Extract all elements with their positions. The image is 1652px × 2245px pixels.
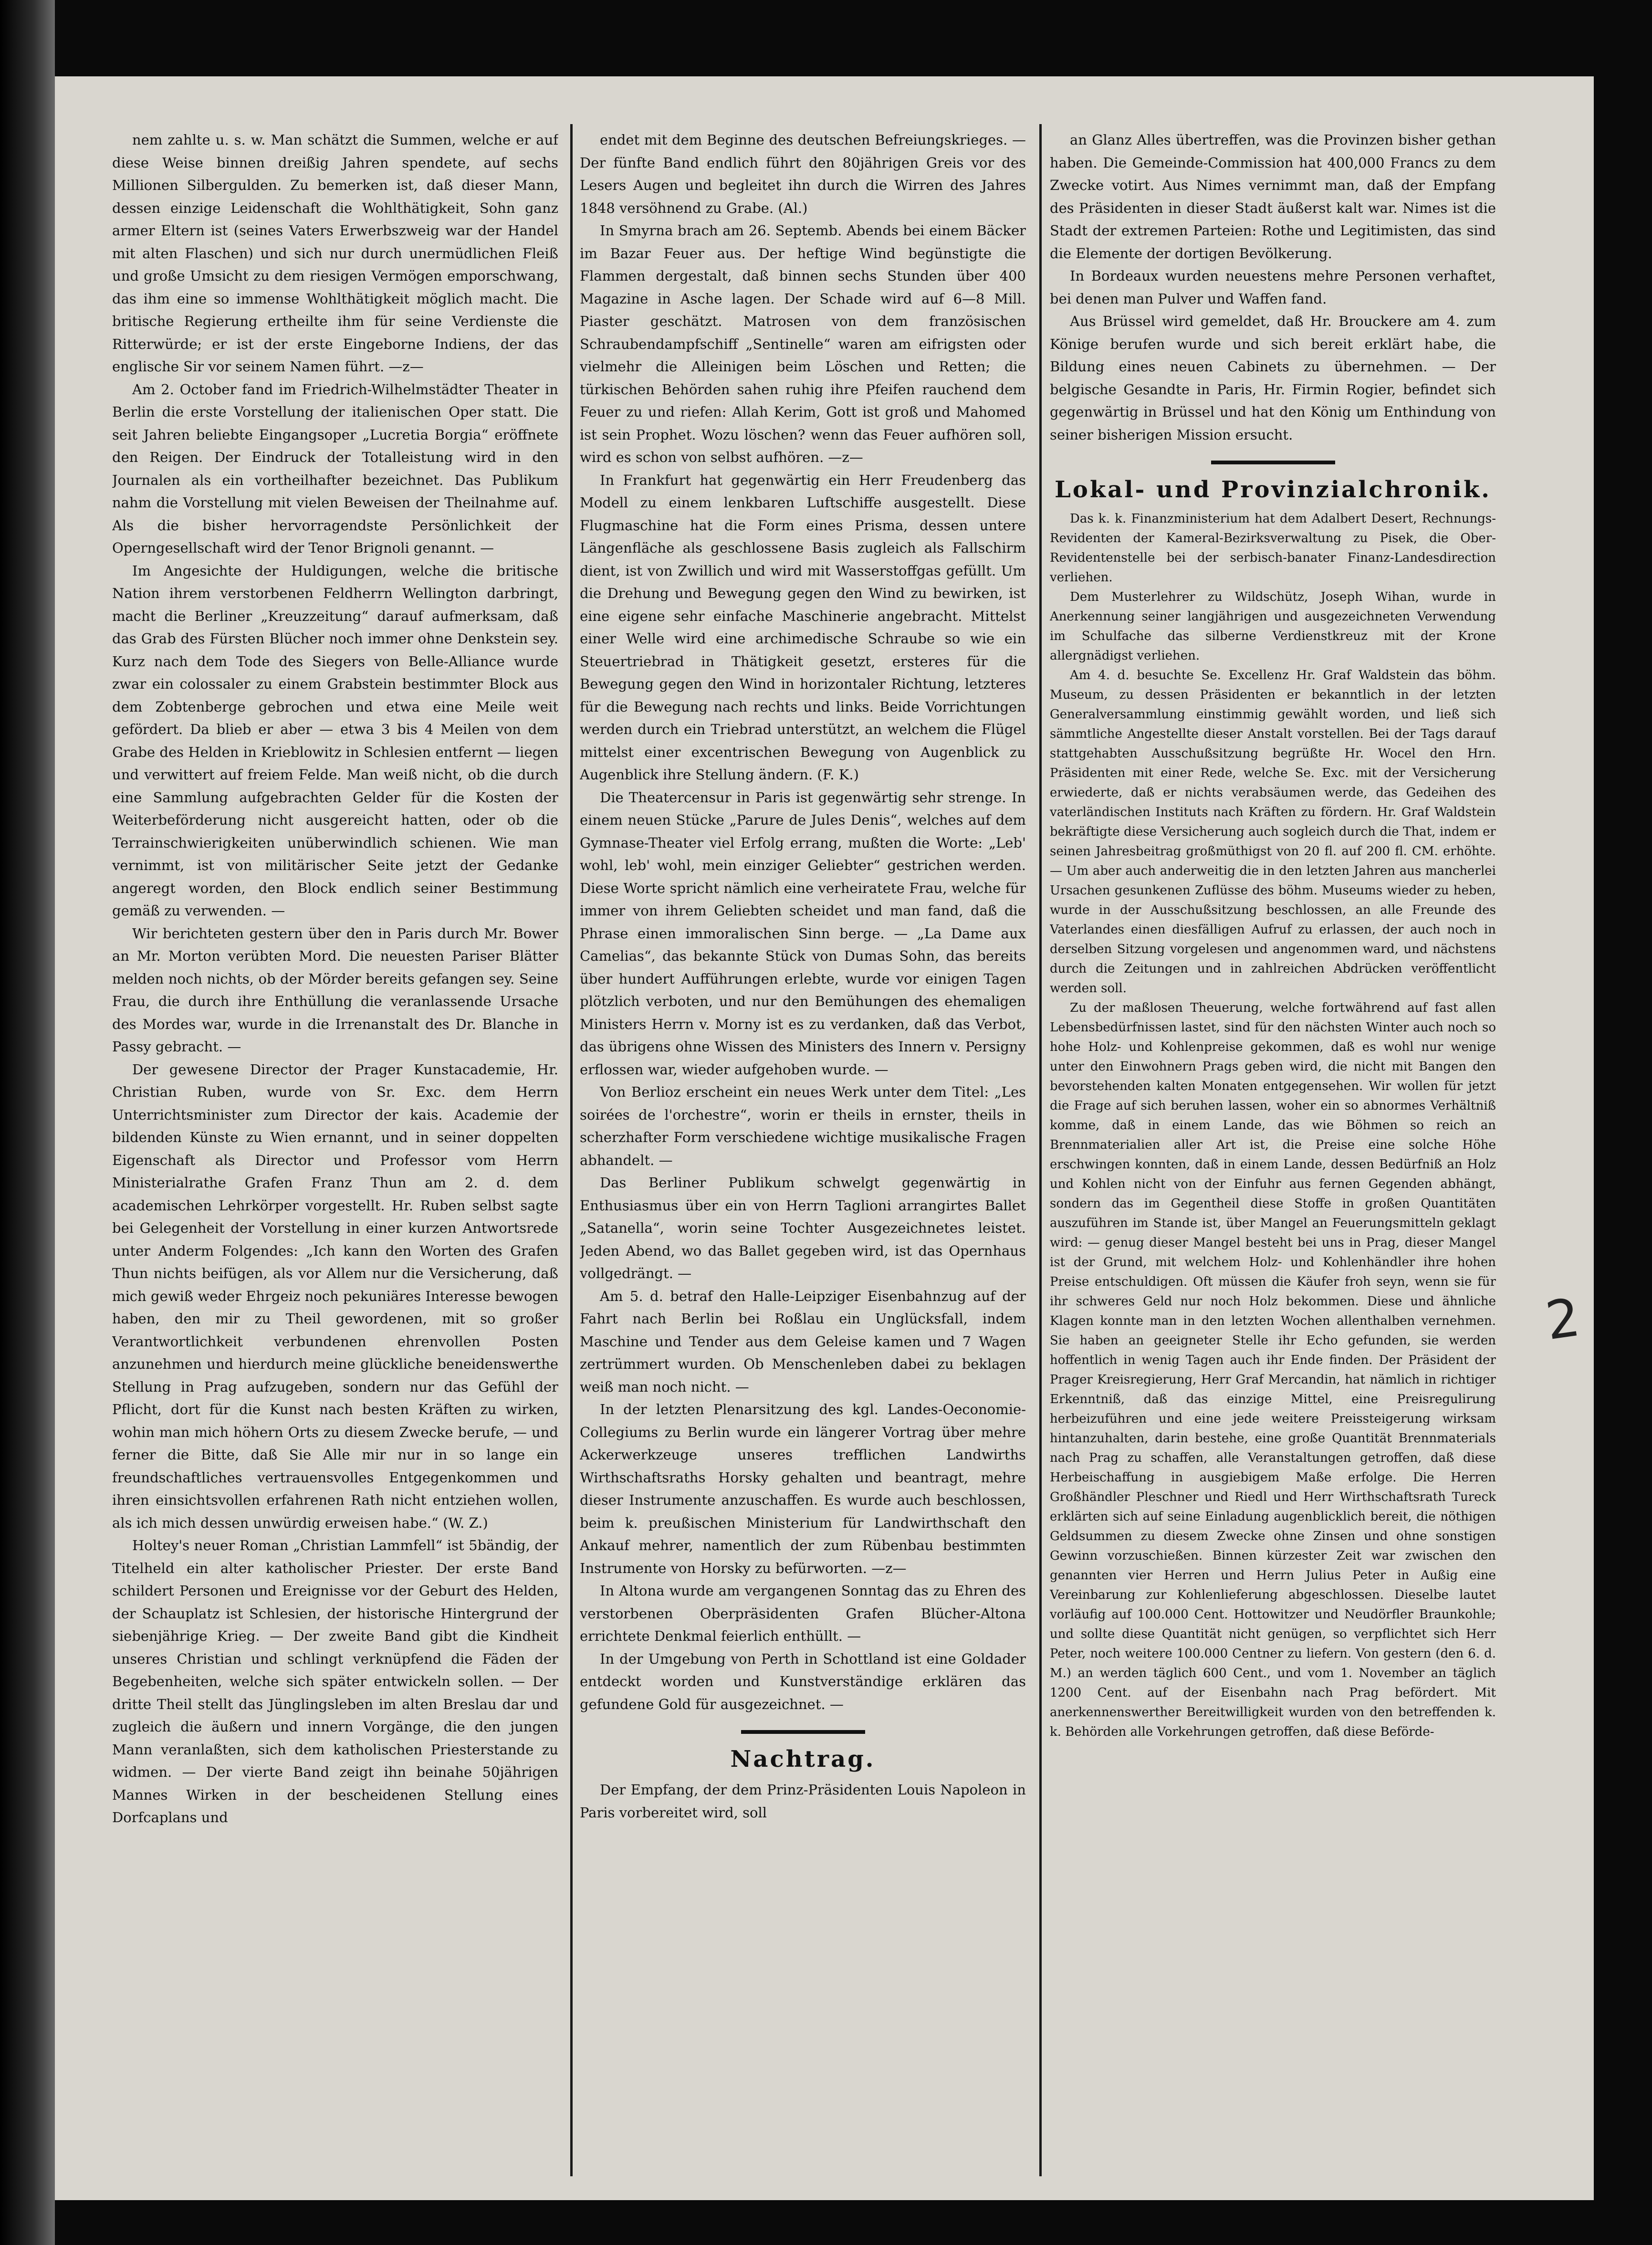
article-paragraph: Das Berliner Publikum schwelgt gegenwärtig in Enthusiasmus über ein von Herrn Taglioni arrangirtes Ballet „Satanella“, worin seine Tochter Ausgezeichnetes leistet. Jeden Abend, wo das Ballet gegeben wird, ist das Opernhaus vollgedrängt. — [580,1175,1026,1281]
article-paragraph: Aus Brüssel wird gemeldet, daß Hr. Brouckere am 4. zum Könige berufen wurde und sich bereit erklärt habe, die Bildung eines neuen Cabinets zu übernehmen. — Der belgische Gesandte in Paris, Hr. Firmin Rogier, befindet sich gegenwärtig in Brüssel und hat den König um Enthindung von seiner bisherigen Mission ersucht. [1050,313,1496,443]
article-paragraph: In der letzten Plenarsitzung des kgl. Landes-Oeconomie-Collegiums zu Berlin wurde ein längerer Vortrag über mehre Ackerwerkzeuge unseres trefflichen Landwirths Wirthschaftsraths Horsky gehalten und beantragt, mehre dieser Instrumente anzuschaffen. Es wurde auch beschlossen, beim k. preußischen Ministerium für Landwirthschaft den Ankauf mehrer, namentlich der zum Rübenbau bestimmten Instrumente von Horsky zu befürworten. —z— [580,1401,1026,1576]
article-paragraph: Der Empfang, der dem Prinz-Präsidenten Louis Napoleon in Paris vorbereitet wird, soll [580,1782,1026,1821]
section-divider [741,1730,865,1734]
article-paragraph: Am 2. October fand im Friedrich-Wilhelmstädter Theater in Berlin die erste Vorstellung der italienischen Oper statt. Die seit Jahren beliebte Eingangsoper „Lucretia Borgia“ eröffnete den Reigen. Der Eindruck der Totalleistung wird in den Journalen als ein vortheilhafter bezeichnet. Das Publikum nahm die Vorstellung mit vielen Beweisen der Theilnahme auf. Als die bisher hervorragendste Persönlichkeit der Operngesellschaft wird der Tenor Brignoli genannt. — [112,381,558,556]
article-paragraph: Im Angesichte der Huldigungen, welche die britische Nation ihrem verstorbenen Feldherrn Wellington darbringt, macht die Berliner „Kreuzzeitung“ darauf aufmerksam, daß das Grab des Fürsten Blücher noch immer ohne Denkstein sey. Kurz nach dem Tode des Siegers von Belle-Alliance wurde zwar ein colossaler zu einem Grabstein bestimmter Block aus dem Zobtenberge gebrochen und etwa eine Meile weit gefördert. Da blieb er aber — etwa 3 bis 4 Meilen von dem Grabe des Helden in Krieblowitz in Schlesien entfernt — liegen und verwittert auf freiem Felde. Man weiß nicht, ob die durch eine Sammlung aufgebrachten Gelder für die Kosten der Weiterbeförderung nicht ausgereicht hatten, oder ob die Terrainschwierigkeiten unüberwindlich schienen. Wie man vernimmt, ist von militärischer Seite jetzt der Gedanke angeregt worden, den Block endlich seiner Bestimmung gemäß zu verwenden. — [112,562,558,919]
article-paragraph: Das k. k. Finanzministerium hat dem Adalbert Desert, Rechnungs-Revidenten der Kameral-Bezirksverwaltung zu Pisek, die Ober-Revidentenstelle bei der serbisch-banater Finanz-Landesdirection verliehen. [1050,512,1496,585]
article-paragraph: Zu der maßlosen Theuerung, welche fortwährend auf fast allen Lebensbedürfnissen lastet, sind für den nächsten Winter auch noch so hohe Holz- und Kohlenpreise gekommen, daß es wohl nur wenige unter den Einwohnern Prags geben wird, die nicht mit Bangen den bevorstehenden kalten Monaten entgegensehen. Wir wollen für jetzt die Frage auf sich beruhen lassen, woher ein so abnormes Verhältniß komme, daß in einem Lande, das wie Böhmen so reich an Brennmaterialien aller Art ist, die Preise eine solche Höhe erschwingen konnten, daß in einem Lande, dessen Bedürfniß an Holz und Kohlen nicht von der Einfuhr aus fernen Gegenden abhängt, sondern das im Gegentheil diese Stoffe in großen Quantitäten auszuführen im Stande ist, über Mangel an Feuerungsmitteln geklagt wird: — genug dieser Mangel besteht bei uns in Prag, dieser Mangel ist der Grund, mit welchem Holz- und Kohlenhändler ihre hohen Preise entschuldigen. Oft müssen die Käufer froh seyn, wenn sie für ihr schweres Geld nur noch Holz bekommen. Diese und ähnliche Klagen konnte man in den letzten Wochen allenthalben vernehmen. Sie haben an geeigneter Stelle ihr Echo gefunden, sie werden hoffentlich in wenig Tagen auch ihr Ende finden. Der Präsident der Prager Kreisregierung, Herr Graf Mercandin, hat nämlich in richtiger Erkenntniß, daß das einzige Mittel, eine Preisregulirung herbeizuführen und eine jede weitere Preissteigerung wirksam hintanzuhalten, darin bestehe, eine große Quantität Brennmaterials nach Prag zu schaffen, alle Veranstaltungen getroffen, daß diese Herbeischaffung in ausgiebigem Maße erfolge. Die Herren Großhändler Pleschner und Riedl und Herr Wirthschaftsrath Tureck erklärten sich auf seine Einladung augenblicklich bereit, die nöthigen Geldsummen zu diesem Zwecke ohne Zinsen und ohne sonstigen Gewinn vorzuschießen. Binnen kürzester Zeit war zwischen den genannten vier Herren und Herrn Julius Peter in Außig eine Vereinbarung zur Kohlenlieferung abgeschlossen. Dieselbe lautet vorläufig auf 100.000 Cent. Hottowitzer und Neudörfler Braunkohle; und sollte diese Quantität nicht genügen, so verpflichtet sich Herr Peter, noch weitere 100.000 Centner zu liefern. Von gestern (den 6. d. M.) an werden täglich 600 Cent., und vom 1. November an täglich 1200 Cent. auf der Eisenbahn nach Prag befördert. Mit anerkennenswerther Bereitwilligkeit wurden von den betreffenden k. k. Behörden alle Vorkehrungen getroffen, daß diese Beförde- [1050,1001,1496,1739]
article-paragraph: In Bordeaux wurden neuestens mehre Personen verhaftet, bei denen man Pulver und Waffen fand. [1050,268,1496,307]
article-paragraph: Wir berichteten gestern über den in Paris durch Mr. Bower an Mr. Morton verübten Mord. Die neuesten Pariser Blätter melden noch nichts, ob der Mörder bereits gefangen sey. Seine Frau, die durch ihre Enthüllung die veranlassende Ursache des Mordes war, wurde in die Irrenanstalt des Dr. Blanche in Passy gebracht. — [112,925,558,1055]
article-paragraph: Holtey's neuer Roman „Christian Lammfell“ ist 5bändig, der Titelheld ein alter katholischer Priester. Der erste Band schildert Personen und Ereignisse vor der Geburt des Helden, der Schauplatz ist Schlesien, der historische Hintergrund der siebenjährige Krieg. — Der zweite Band gibt die Kindheit unseres Christian und schlingt verknüpfend die Fäden der Begebenheiten, welche sich später entwickeln sollen. — Der dritte Theil stellt das Jünglingsleben im alten Breslau dar und zugleich die äußern und innern Vorgänge, die den jungen Mann veranlaßten, sich dem katholischen Priesterstande zu widmen. — Der vierte Band zeigt ihn beinahe 50jährigen Mannes Wirken in der bescheidenen Stellung eines Dorfcaplans und [112,1537,558,1825]
nachtrag-heading: Nachtrag. [730,1746,876,1773]
section-divider [1211,461,1335,464]
column-2 [580,129,1026,2172]
article-paragraph: In Frankfurt hat gegenwärtig ein Herr Freudenberg das Modell zu einem lenkbaren Luftschiffe ausgestellt. Diese Flugmaschine hat die Form eines Prisma, dessen untere Längenfläche als geschlossene Basis zugleich als Fallschirm dient, ist von Zwillich und wird mit Wasserstoffgas gefüllt. Um die Drehung und Bewegung gegen den Wind zu bewirken, ist eine eigene sehr einfache Maschinerie angebracht. Mittelst einer Welle wird eine archimedische Schraube so wie ein Steuertriebrad in Thätigkeit gesetzt, ersteres für die Bewegung gegen den Wind in horizontaler Richtung, letzteres für die Bewegung nach rechts und links. Beide Vorrichtungen werden durch ein Triebrad unterstützt, an welchem die Flügel mittelst einer excentrischen Bewegung von Augenblick zu Augenblick ihre Stellung ändern. (F. K.) [580,472,1026,783]
article-paragraph: Der gewesene Director der Prager Kunstacademie, Hr. Christian Ruben, wurde von Sr. Exc. dem Herrn Unterrichtsminister zum Director der kais. Academie der bildenden Künste zu Wien ernannt, und in seiner doppelten Eigenschaft als Director und Professor vom Herrn Ministerialrathe Grafen Franz Thun am 2. d. dem academischen Lehrkörper vorgestellt. Hr. Ruben selbst sagte bei Gelegenheit der Vorstellung in einer kurzen Antwortsrede unter Anderm Folgendes: „Ich kann den Worten des Grafen Thun nichts beifügen, als vor Allem nur die Versicherung, daß mich gewiß weder Ehrgeiz noch pekuniäres Interesse bewogen haben, den mir zu Theil gewordenen, mit so großer Verantwortlichkeit verbundenen ehrenvollen Posten anzunehmen und hierdurch meine glückliche beneidenswerthe Stellung in Prag aufzugeben, sondern nur das Gefühl der Pflicht, dort für die Kunst nach besten Kräften zu wirken, wohin man mich höhern Orts zu diesem Zwecke berufe, — und ferner die Bitte, daß Sie Alle mir nur in so lange ein freundschaftliches vertrauensvolles Entgegenkommen und ihren einsichtsvollen erfahrenen Rath nicht entziehen wollen, als ich mich dessen unwürdig erweisen habe.“ (W. Z.) [112,1061,558,1531]
article-paragraph: Dem Musterlehrer zu Wildschütz, Joseph Wihan, wurde in Anerkennung seiner langjährigen und ausgezeichneten Verwendung im Schulfache das silberne Verdienstkreuz mit der Krone allergnädigst verliehen. [1050,590,1496,663]
article-paragraph: In der Umgebung von Perth in Schottland ist eine Goldader entdeckt worden und Kunstverständige erklären das gefundene Gold für ausgezeichnet. — [580,1650,1026,1712]
column-1 [112,129,558,2172]
article-paragraph: an Glanz Alles übertreffen, was die Provinzen bisher gethan haben. Die Gemeinde-Commission hat 400,000 Francs zu dem Zwecke votirt. Aus Nimes vernimmt man, daß der Empfang des Präsidenten in dieser Stadt äußerst kalt war. Nimes ist die Stadt der extremen Parteien: Rothe und Legitimisten, das sind die Elemente der dortigen Bevölkerung. [1050,132,1496,262]
article-paragraph: In Smyrna brach am 26. Septemb. Abends bei einem Bäcker im Bazar Feuer aus. Der heftige Wind begünstigte die Flammen dergestalt, daß binnen sechs Stunden über 400 Magazine in Asche lagen. Der Schade wird auf 6—8 Mill. Piaster geschätzt. Matrosen von dem französischen Schraubendampfschiff „Sentinelle“ waren am eifrigsten oder vielmehr die Alleinigen beim Löschen und Retten; die türkischen Behörden sahen ruhig ihre Pfeifen rauchend dem Feuer zu und riefen: Allah Kerim, Gott ist groß und Mahomed ist sein Prophet. Wozu löschen? wenn das Feuer aufhören soll, wird es schon von selbst aufhören. —z— [580,222,1026,465]
article-paragraph: Die Theatercensur in Paris ist gegenwärtig sehr strenge. In einem neuen Stücke „Parure de Jules Denis“, welches auf dem Gymnase-Theater viel Erfolg errang, mußten die Worte: „Leb' wohl, leb' wohl, mein einziger Geliebter“ gestrichen werden. Diese Worte spricht nämlich eine verheiratete Frau, welche für immer von ihrem Geliebten scheidet und man fand, daß die Phrase einen immoralischen Sinn berge. — „La Dame aux Camelias“, das bekannte Stück von Dumas Sohn, das bereits über hundert Aufführungen erlebte, wurde vor einigen Tagen plötzlich verboten, und nur den Bemühungen des ehemaligen Ministers Herrn v. Morny ist es zu verdanken, daß das Verbot, das übrigens ohne Wissen des Ministers des Innern v. Persigny erflossen war, wieder aufgehoben wurde. — [580,789,1026,1078]
column-rule [570,124,573,2176]
article-paragraph: endet mit dem Beginne des deutschen Befreiungskrieges. — Der fünfte Band endlich führt den 80jährigen Greis vor des Lesers Augen und begleitet ihn durch die Wirren des Jahres 1848 versöhnend zu Grabe. (Al.) [580,132,1026,216]
article-paragraph: Am 4. d. besuchte Se. Excellenz Hr. Graf Waldstein das böhm. Museum, zu dessen Präsidenten er bekanntlich in der letzten Generalversammlung einstimmig gewählt worden, und ließ sich sämmtliche Angestellte dieser Anstalt vorstellen. Bei der Tags darauf stattgehabten Ausschußsitzung begrüßte Hr. Wocel den Hrn. Präsidenten mit einer Rede, welche Se. Exc. mit der Versicherung erwiederte, daß er nichts verabsäumen werde, das Gedeihen des vaterländischen Instituts nach Kräften zu fördern. Hr. Graf Waldstein bekräftigte diese Versicherung auch sogleich durch die That, indem er seinen Jahresbeitrag großmüthigst von 20 fl. auf 200 fl. CM. erhöhte. — Um aber auch anderweitig die in den letzten Jahren aus mancherlei Ursachen gesunkenen Zuflüsse des böhm. Museums wieder zu heben, wurde in der Ausschußsitzung beschlossen, an alle Freunde des Vaterlandes einen diesfälligen Aufruf zu erlassen, der auch noch in derselben Sitzung vorgelesen und angenommen ward, und nächstens durch die Zeitungen und in zahlreichen Abdrücken veröffentlicht werden soll. [1050,668,1496,996]
page-gutter-shadow [0,0,55,2245]
article-paragraph: Am 5. d. betraf den Halle-Leipziger Eisenbahnzug auf der Fahrt nach Berlin bei Roßlau ein Unglücksfall, indem Maschine und Tender aus dem Geleise kamen und 7 Wagen zertrümmert wurden. Ob Menschenleben dabei zu beklagen weiß man noch nicht. — [580,1288,1026,1395]
article-paragraph: Von Berlioz erscheint ein neues Werk unter dem Titel: „Les soirées de l'orchestre“, worin er theils in ernster, theils in scherzhafter Form verschiedene wichtige musikalische Fragen abhandelt. — [580,1084,1026,1168]
article-paragraph: nem zahlte u. s. w. Man schätzt die Summen, welche er auf diese Weise binnen dreißig Jahren spendete, auf sechs Millionen Silbergulden. Zu bemerken ist, daß dieser Mann, dessen einzige Leidenschaft die Wohlthätigkeit, Sohn ganz armer Eltern ist (seines Vaters Erwerbszweig war der Handel mit alten Flaschen) und sich nur durch unermüdlichen Fleiß und große Umsicht zu dem riesigen Vermögen emporschwang, das ihm eine so immense Wohlthätigkeit möglich macht. Die britische Regierung ertheilte ihm für seine Verdienste die Ritterwürde; er ist der erste Eingeborne Indiens, der das englische Sir vor seinem Namen führt. —z— [112,132,558,375]
column-rule [1039,124,1042,2176]
handwritten-margin-note: 2 [1542,1286,1584,1352]
article-paragraph: In Altona wurde am vergangenen Sonntag das zu Ehren des verstorbenen Oberpräsidenten Grafen Blücher-Altona errichtete Denkmal feierlich enthüllt. — [580,1583,1026,1644]
section-heading: Lokal- und Provinzialchronik. [1055,476,1491,503]
newspaper-page [55,76,1594,2200]
column-3 [1050,129,1496,2172]
